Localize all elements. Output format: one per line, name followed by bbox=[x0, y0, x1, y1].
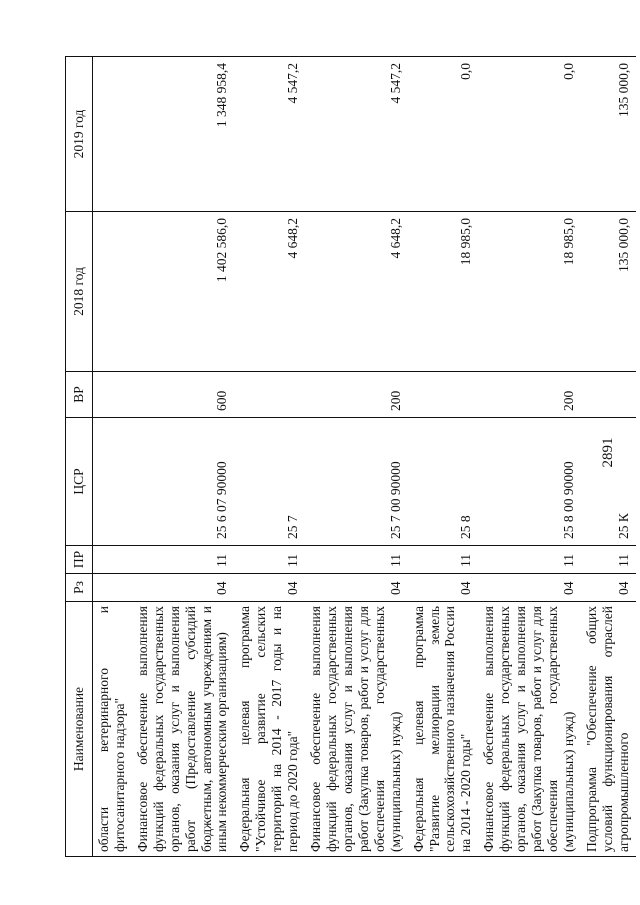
header-2018: 2018 год bbox=[66, 212, 93, 372]
header-csr: ЦСР bbox=[66, 418, 93, 546]
row-pr: 11 bbox=[581, 546, 636, 574]
table-row bbox=[234, 57, 305, 857]
row-rz: 04 bbox=[581, 574, 636, 602]
header-2019: 2019 год bbox=[66, 57, 93, 212]
row-vr bbox=[408, 372, 479, 418]
row-vr bbox=[93, 372, 132, 418]
row-rz: 04 bbox=[234, 574, 305, 602]
row-rz bbox=[93, 574, 132, 602]
row-2018: 18 985,0 bbox=[408, 212, 479, 372]
row-vr bbox=[234, 372, 305, 418]
row-2019: 4 547,2 bbox=[305, 57, 408, 212]
row-pr: 11 bbox=[305, 546, 408, 574]
row-rz: 04 bbox=[305, 574, 408, 602]
row-name: Финансовое обеспечение выполнения функций федеральных государственных органов, оказания услуг и выполнения работ (Закупка товаров, работ и услуг для обеспечения государственных (муниципальных) нужд) bbox=[305, 602, 408, 857]
row-csr bbox=[93, 418, 132, 546]
row-pr: 11 bbox=[478, 546, 581, 574]
row-vr: 200 bbox=[305, 372, 408, 418]
row-name: области ветеринарного и фитосанитарного надзора" bbox=[93, 602, 132, 857]
header-vr: ВР bbox=[66, 372, 93, 418]
row-pr bbox=[93, 546, 132, 574]
row-pr: 11 bbox=[132, 546, 235, 574]
row-name: Подпрограмма "Обеспечение общих условий функционирования отраслей агропромышленного bbox=[581, 602, 636, 857]
header-rz: Рз bbox=[66, 574, 93, 602]
row-pr: 11 bbox=[234, 546, 305, 574]
table-row bbox=[478, 57, 581, 857]
header-name: Наименование bbox=[66, 602, 93, 857]
row-vr: 200 bbox=[478, 372, 581, 418]
row-csr: 25 7 00 90000 bbox=[305, 418, 408, 546]
row-name: Финансовое обеспечение выполнения функций федеральных государственных органов, оказания услуг и выполнения работ (Предоставление субсидий бюджетным, автономным учреждениям и иным некоммерческим организациям) bbox=[132, 602, 235, 857]
row-name: Федеральная целевая программа "Устойчивое развитие сельских территорий на 2014 - 2017 годы и на период до 2020 года" bbox=[234, 602, 305, 857]
row-2018: 18 985,0 bbox=[478, 212, 581, 372]
row-2019: 0,0 bbox=[408, 57, 479, 212]
table-row bbox=[305, 57, 408, 857]
row-2019 bbox=[93, 57, 132, 212]
row-rz: 04 bbox=[408, 574, 479, 602]
row-rz: 04 bbox=[132, 574, 235, 602]
table-header-row bbox=[66, 57, 93, 857]
row-2019: 4 547,2 bbox=[234, 57, 305, 212]
row-pr: 11 bbox=[408, 546, 479, 574]
row-2019: 1 348 958,4 bbox=[132, 57, 235, 212]
row-rz: 04 bbox=[478, 574, 581, 602]
row-2018: 4 648,2 bbox=[234, 212, 305, 372]
row-2018: 1 402 586,0 bbox=[132, 212, 235, 372]
row-name: Финансовое обеспечение выполнения функций федеральных государственных органов, оказания услуг и выполнения работ (Закупка товаров, работ и услуг для обеспечения государственных (муниципальных) нужд) bbox=[478, 602, 581, 857]
table-row bbox=[93, 57, 132, 857]
row-2019: 0,0 bbox=[478, 57, 581, 212]
row-2018: 4 648,2 bbox=[305, 212, 408, 372]
row-csr: 25 7 bbox=[234, 418, 305, 546]
table-row bbox=[132, 57, 235, 857]
page-number: 2891 bbox=[600, 437, 616, 468]
row-name: Федеральная целевая программа "Развитие мелиорации земель сельскохозяйственного назначения России на 2014 - 2020 годы" bbox=[408, 602, 479, 857]
row-csr: 25 8 bbox=[408, 418, 479, 546]
row-2019: 135 000,0 bbox=[581, 57, 636, 212]
row-2018: 135 000,0 bbox=[581, 212, 636, 372]
row-csr: 25 8 00 90000 bbox=[478, 418, 581, 546]
budget-table bbox=[65, 56, 636, 857]
row-2018 bbox=[93, 212, 132, 372]
row-csr: 25 6 07 90000 bbox=[132, 418, 235, 546]
row-vr: 600 bbox=[132, 372, 235, 418]
row-csr: 25 К bbox=[581, 418, 636, 546]
header-pr: ПР bbox=[66, 546, 93, 574]
table-row bbox=[408, 57, 479, 857]
